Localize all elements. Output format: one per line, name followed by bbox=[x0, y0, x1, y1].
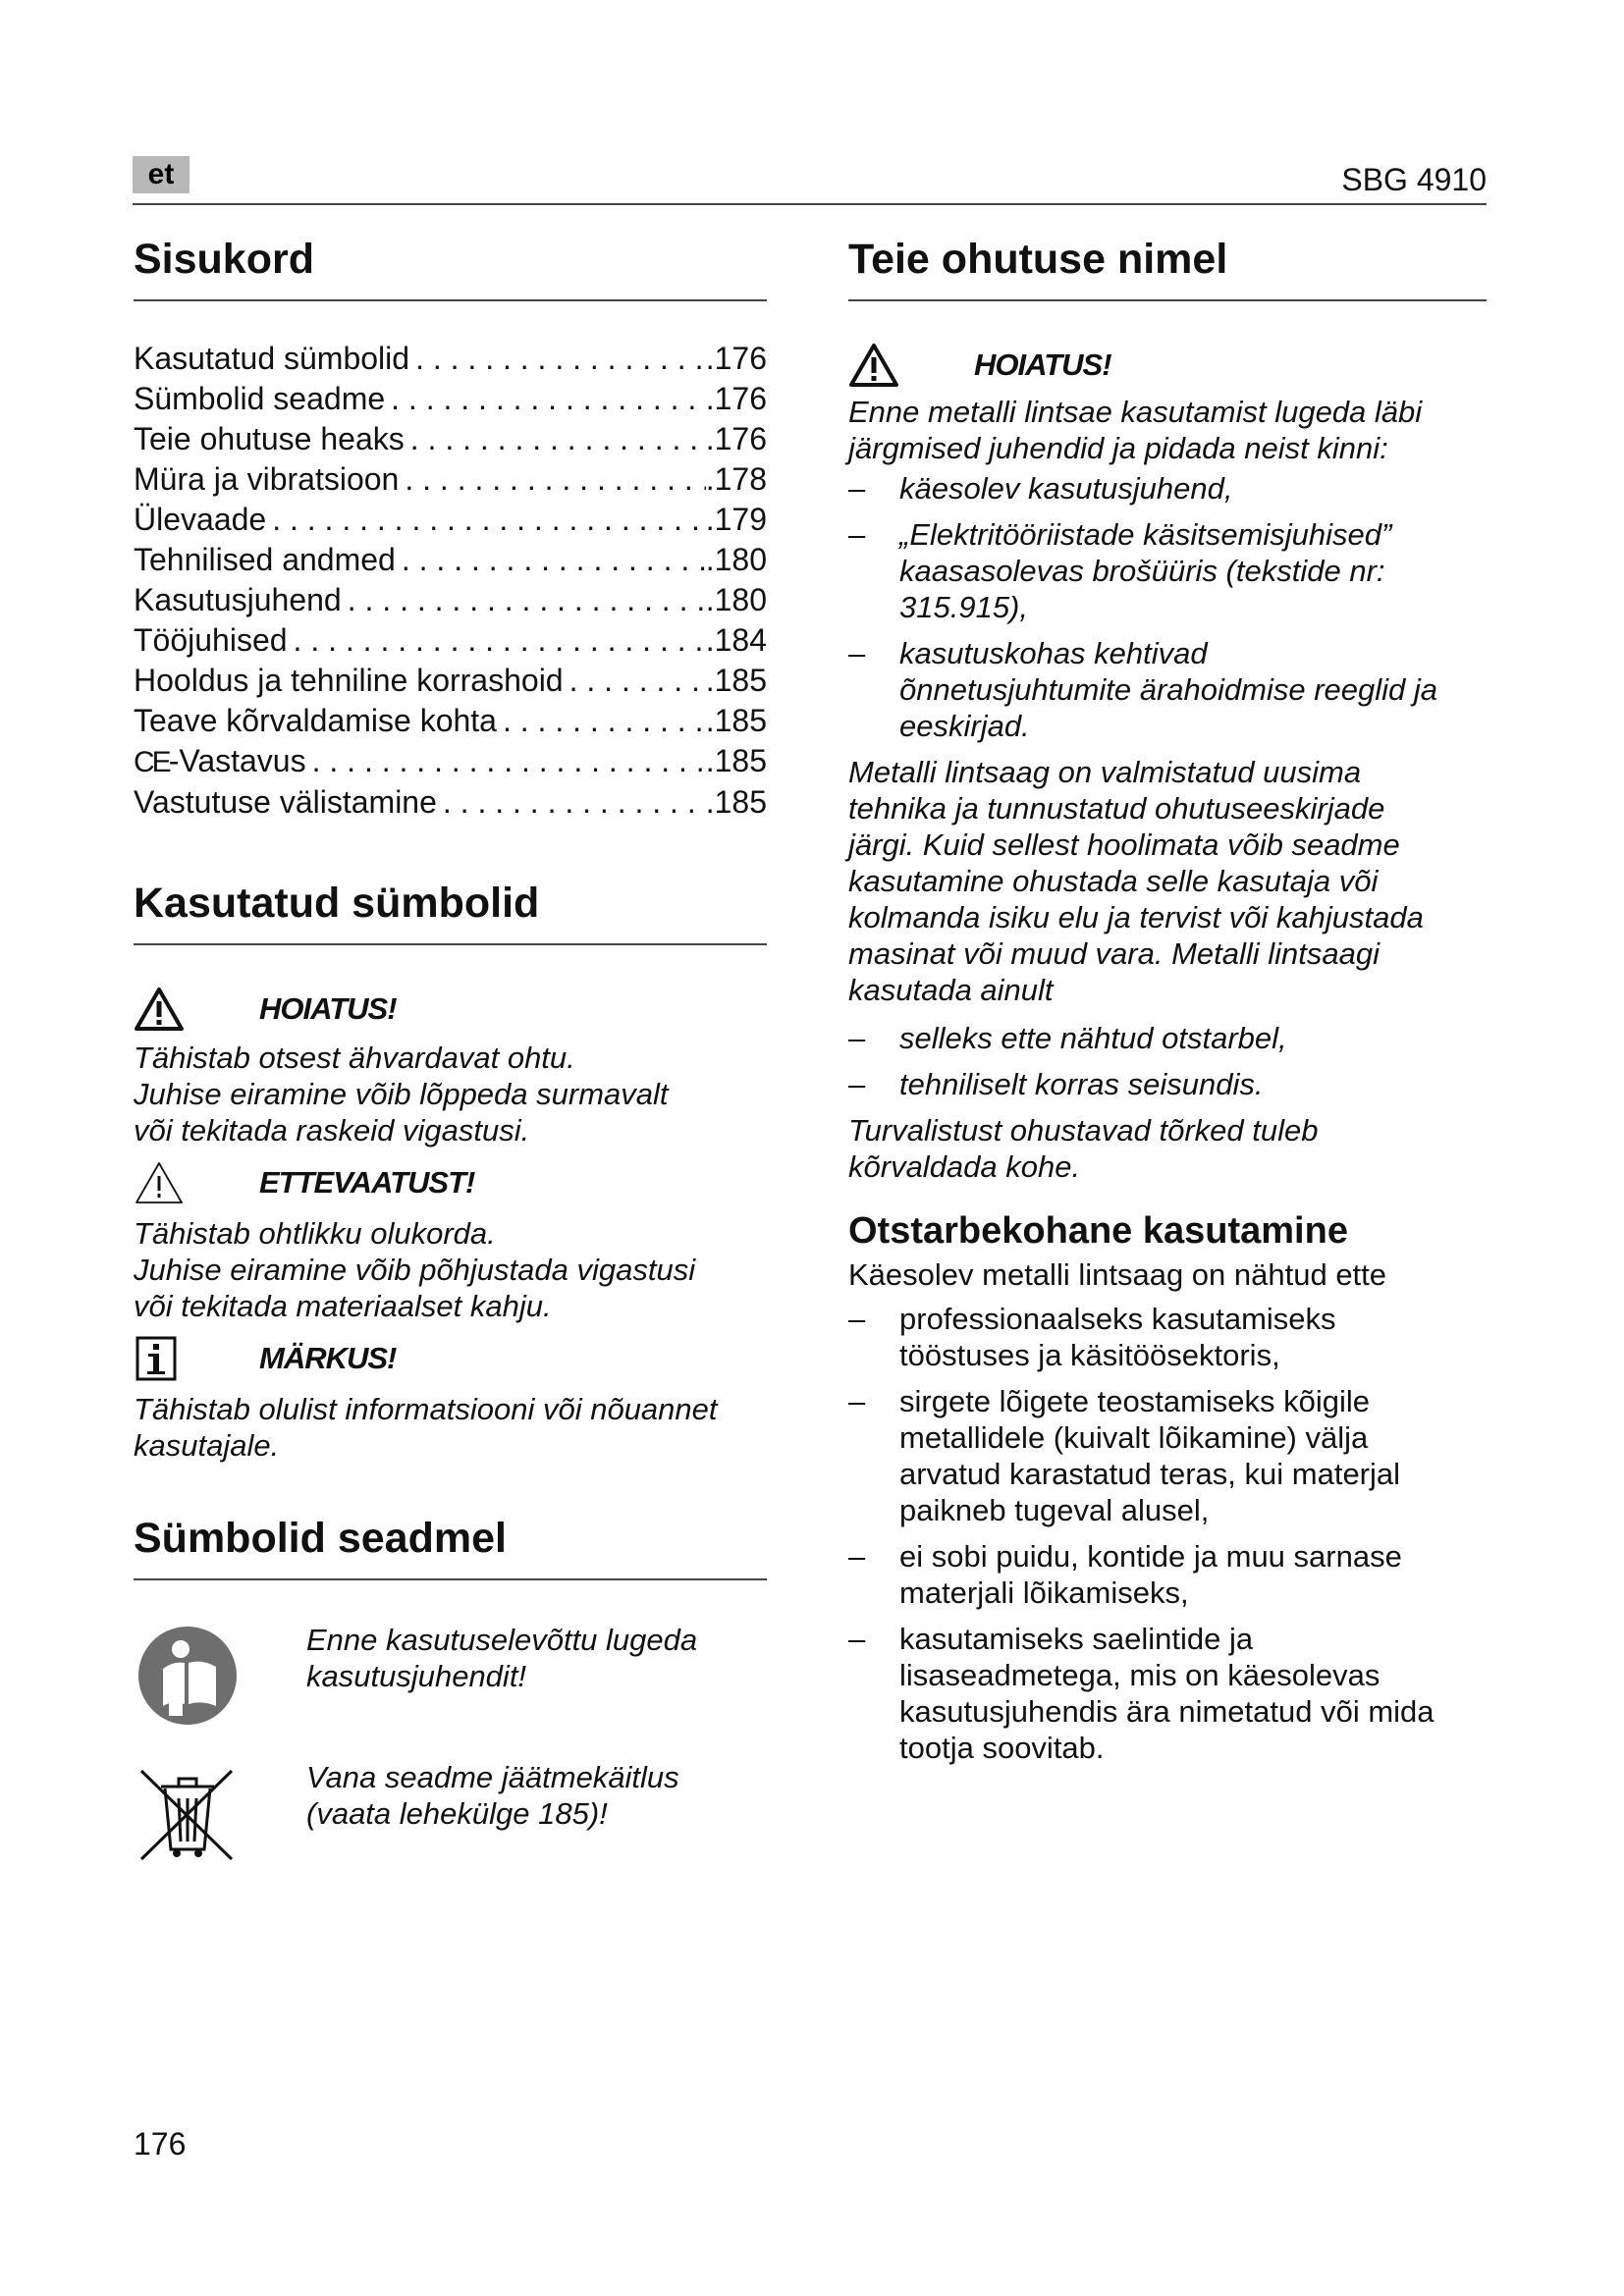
list-item: – käesolev kasutusjuhend, bbox=[848, 470, 1487, 507]
model-name: SBG 4910 bbox=[1341, 162, 1487, 197]
read-manual-symbol-row bbox=[134, 1622, 767, 1730]
toc-leader-dots bbox=[272, 500, 706, 540]
info-icon bbox=[134, 1336, 185, 1381]
toc-entry-title: Kasutusjuhend bbox=[134, 582, 342, 617]
caution-label: ETTEVAATUST! bbox=[259, 1165, 475, 1200]
warning-triangle-icon bbox=[134, 987, 185, 1032]
toc-entry-title: Hooldus ja tehniline korrashoid bbox=[134, 663, 564, 698]
header-rule bbox=[133, 203, 1487, 205]
toc-leader-dots bbox=[312, 741, 706, 782]
toc-entry-title: Tehnilised andmed bbox=[134, 542, 396, 577]
read-manual-text: Enne kasutuselevõttu lugeda kasutusjuhendit! bbox=[306, 1623, 698, 1693]
toc-leader-dots bbox=[402, 540, 706, 580]
toc-entry bbox=[134, 580, 767, 620]
ce-mark-icon: CE bbox=[134, 746, 169, 778]
list-item: – selleks ette nähtud otstarbel, bbox=[848, 1020, 1487, 1056]
toc-entry bbox=[134, 379, 767, 419]
intended-use-intro: Käesolev metalli lintsaag on nähtud ette bbox=[848, 1257, 1387, 1292]
list-item: – kasutamiseks saelintide ja lisaseadmetega, mis on käesolevas kasutusjuhendis ära nimetatud või mida tootja soovitab. bbox=[848, 1621, 1487, 1766]
safety-paragraph: Metalli lintsaag on valmistatud uusima tehnika ja tunnustatud ohutuseeskirjade järgi. Kuid sellest hoolimata võib seadme kasutamine ohustada selle kasutaja või kolmanda isiku elu ja tervist või kahjustada masinat või muud vara. Metalli lintsaagi kasutada ainult bbox=[848, 755, 1424, 1007]
toc-entry bbox=[134, 419, 767, 459]
toc-title: Sisukord bbox=[134, 226, 767, 301]
toc-entry-title: Teave kõrvaldamise kohta bbox=[134, 703, 497, 738]
list-item: – „Elektritööriistade käsitsemisjuhised” kaasasolevas brošüüris (tekstide nr: 315.915), bbox=[848, 516, 1487, 625]
toc-leader-dots bbox=[405, 459, 705, 500]
list-item: – sirgete lõigete teostamiseks kõigile metallidele (kuivalt lõikamine) välja arvatud karastatud teras, kui materjal paikneb tugeval alusel, bbox=[848, 1383, 1487, 1528]
toc-entry-title: Teie ohutuse heaks bbox=[134, 421, 405, 456]
toc-entry-title: Tööjuhised bbox=[134, 622, 288, 658]
device-symbols-title: Sümbolid seadmel bbox=[134, 1505, 767, 1580]
toc-entry-title: Sümbolid seadme bbox=[134, 381, 386, 416]
toc-entry-page: .179 bbox=[705, 502, 767, 537]
toc-leader-dots bbox=[391, 379, 706, 419]
language-tag: et bbox=[133, 156, 189, 193]
toc-entry bbox=[134, 339, 767, 379]
toc-entry-page: .178 bbox=[705, 461, 767, 497]
toc-entry-title: Müra ja vibratsioon bbox=[134, 461, 400, 497]
toc-entry-page: .176 bbox=[705, 341, 767, 376]
toc-entry-page: .185 bbox=[705, 784, 767, 820]
table-of-contents bbox=[134, 339, 767, 823]
toc-leader-dots bbox=[569, 661, 706, 701]
disposal-text: Vana seadme jäätmekäitlus (vaata lehekülge 185)! bbox=[306, 1760, 679, 1831]
note-text: Tähistab olulist informatsiooni või nõuannet kasutajale. bbox=[134, 1392, 718, 1463]
toc-entry bbox=[134, 661, 767, 701]
toc-entry-page: .180 bbox=[705, 542, 767, 577]
toc-entry-page: .176 bbox=[705, 381, 767, 416]
safety-instructions-list bbox=[848, 470, 1487, 744]
usage-conditions-list bbox=[848, 1020, 1487, 1102]
warning-notice bbox=[134, 987, 767, 1032]
toc-entry-title: Vastutuse välistamine bbox=[134, 784, 437, 820]
safety-warning-label: HOIATUS! bbox=[974, 347, 1111, 382]
toc-entry bbox=[134, 782, 767, 823]
note-notice bbox=[134, 1336, 767, 1381]
toc-leader-dots bbox=[348, 580, 706, 620]
warning-text: Tähistab otsest ähvardavat ohtu. Juhise eiramine võib lõppeda surmavalt või tekitada raskeid vigastusi. bbox=[134, 1041, 669, 1148]
toc-entry-page: .180 bbox=[705, 582, 767, 617]
toc-entry-title: Kasutatud sümbolid bbox=[134, 341, 410, 376]
toc-entry bbox=[134, 459, 767, 500]
toc-entry-title: CE-Vastavus bbox=[134, 743, 306, 778]
list-item: – professionaalseks kasutamiseks tööstuses ja käsitöösektoris, bbox=[848, 1301, 1487, 1373]
page-number: 176 bbox=[134, 2126, 187, 2162]
list-item: – ei sobi puidu, kontide ja muu sarnase materjali lõikamiseks, bbox=[848, 1538, 1487, 1611]
left-column bbox=[134, 226, 767, 1867]
intended-use-list bbox=[848, 1301, 1487, 1766]
toc-leader-dots bbox=[410, 419, 706, 459]
safety-warning-notice bbox=[848, 343, 1487, 388]
toc-entry bbox=[134, 500, 767, 540]
list-item: – kasutuskohas kehtivad õnnetusjuhtumite ärahoidmise reeglid ja eeskirjad. bbox=[848, 635, 1487, 744]
read-manual-icon bbox=[134, 1622, 242, 1730]
toc-entry-title: Ülevaade bbox=[134, 502, 267, 537]
toc-leader-dots bbox=[443, 782, 706, 823]
toc-entry-page: .184 bbox=[705, 622, 767, 658]
crossed-bin-icon bbox=[134, 1759, 242, 1867]
disposal-symbol-row bbox=[134, 1759, 767, 1867]
note-label: MÄRKUS! bbox=[259, 1341, 397, 1375]
caution-triangle-icon bbox=[134, 1160, 185, 1205]
toc-leader-dots bbox=[503, 701, 706, 741]
toc-leader-dots bbox=[415, 339, 706, 379]
caution-notice bbox=[134, 1160, 767, 1205]
toc-entry bbox=[134, 540, 767, 580]
intended-use-title: Otstarbekohane kasutamine bbox=[848, 1210, 1348, 1252]
safety-title: Teie ohutuse nimel bbox=[848, 226, 1487, 301]
list-item: – tehniliselt korras seisundis. bbox=[848, 1066, 1487, 1102]
symbols-used-title: Kasutatud sümbolid bbox=[134, 870, 767, 945]
toc-entry-page: .176 bbox=[705, 421, 767, 456]
toc-entry-page: .185 bbox=[705, 663, 767, 698]
toc-leader-dots bbox=[294, 620, 706, 661]
toc-entry bbox=[134, 741, 767, 782]
safety-intro: Enne metalli lintsae kasutamist lugeda läbi järgmised juhendid ja pidada neist kinni: bbox=[848, 395, 1423, 465]
warning-label: HOIATUS! bbox=[259, 991, 397, 1026]
warning-triangle-icon bbox=[848, 343, 899, 388]
toc-entry bbox=[134, 620, 767, 661]
caution-text: Tähistab ohtlikku olukorda. Juhise eiramine võib põhjustada vigastusi või tekitada materiaalset kahju. bbox=[134, 1216, 696, 1323]
toc-entry-page: .185 bbox=[705, 743, 767, 778]
toc-entry bbox=[134, 701, 767, 741]
right-column bbox=[848, 226, 1487, 1776]
toc-entry-page: .185 bbox=[705, 703, 767, 738]
safety-closing: Turvalistust ohustavad tõrked tuleb kõrvaldada kohe. bbox=[848, 1113, 1319, 1184]
